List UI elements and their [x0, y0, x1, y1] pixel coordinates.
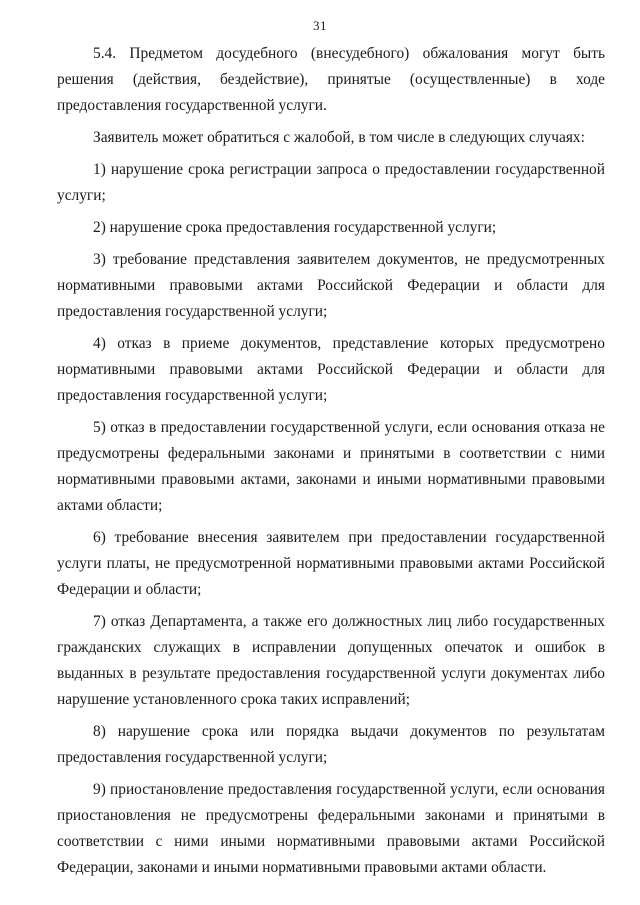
- list-item-4: 4) отказ в приеме документов, представление которых предусмотрено нормативными правовыми актами Российской Федерации и области для предоставления государственной услуги;: [57, 335, 605, 404]
- document-body: [57, 41, 605, 887]
- paragraph-5-4-intro: 5.4. Предметом досудебного (внесудебного) обжалования могут быть решения (действия, бездействие), принятые (осуществленные) в ходе предоставления государственной услуги.: [57, 45, 605, 114]
- list-item-9: 9) приостановление предоставления государственной услуги, если основания приостановления не предусмотрены федеральными законами и принятыми в соответствии с ними иными нормативными правовыми актами Российской Федерации, законами и иными нормативными правовыми актами области.: [57, 781, 605, 876]
- list-item-5: 5) отказ в предоставлении государственной услуги, если основания отказа не предусмотрены федеральными законами и принятыми в соответствии с ними нормативными правовыми актами, законами и иными нормативными правовыми актами области;: [57, 419, 605, 514]
- list-item-2: 2) нарушение срока предоставления государственной услуги;: [93, 219, 497, 236]
- list-item-6: 6) требование внесения заявителем при предоставлении государственной услуги платы, не предусмотренной нормативными правовыми актами Российской Федерации и области;: [57, 529, 605, 598]
- list-item-8: 8) нарушение срока или порядка выдачи документов по результатам предоставления государственной услуги;: [57, 723, 605, 766]
- paragraph-complaint-cases: Заявитель может обратиться с жалобой, в том числе в следующих случаях:: [93, 129, 585, 146]
- list-item-3: 3) требование представления заявителем документов, не предусмотренных нормативными правовыми актами Российской Федерации и области для предоставления государственной услуги;: [57, 251, 605, 320]
- list-item-1: 1) нарушение срока регистрации запроса о предоставлении государственной услуги;: [57, 161, 605, 204]
- list-item-7: 7) отказ Департамента, а также его должностных лиц либо государственных гражданских служащих в исправлении допущенных опечаток и ошибок в выданных в результате предоставления государственной услуги документах либо нарушение установленного срока таких исправлений;: [57, 613, 605, 708]
- page-number: 31: [313, 18, 327, 33]
